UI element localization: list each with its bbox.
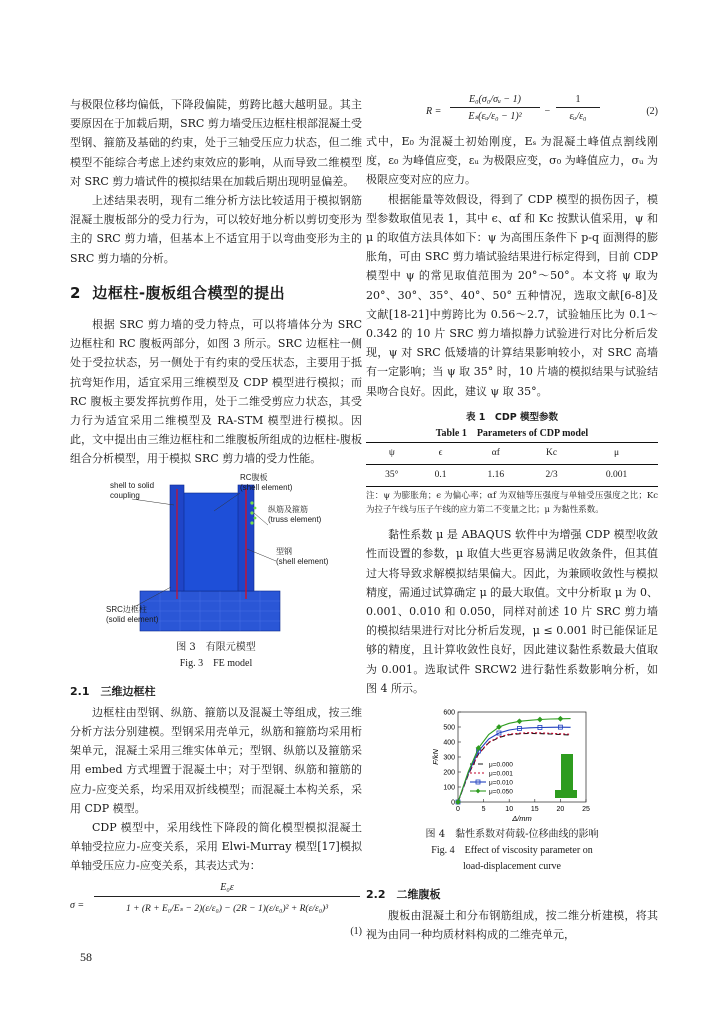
fig3-caption-cn: 图 3 有限元模型 (176, 641, 256, 653)
y-tick-label: 400 (443, 739, 455, 747)
y-tick-label: 300 (443, 754, 455, 762)
table-header: αf (491, 447, 500, 458)
load-displacement-chart (366, 706, 658, 826)
equation-2: R = E₀(σ₀/σᵤ − 1) Eₛ(εᵤ/ε₀ − 1)² − 1 εᵤ/ε₀ (2) (426, 94, 658, 122)
rc-web (182, 493, 240, 591)
y-tick-label: 200 (443, 769, 455, 777)
figure-4 (366, 706, 658, 826)
series-line (458, 733, 571, 802)
fig4-caption-en-2: load-displacement curve (462, 861, 561, 873)
x-tick-label: 0 (456, 806, 460, 814)
label-rc-web: RC腹板 (shell element) (240, 472, 293, 492)
table1-title-cn: 表 1 CDP 模型参数 (465, 411, 559, 423)
paragraph: 根据能量等效假设，得到了 CDP 模型的损伤因子，模型参数取值见表 1，其中 ϵ、αf 和 Kc 按默认值采用，ψ 和 μ 的取值方法具体如下：ψ 为高围压条件下 p-q 面测得的膨胀角，可由 SRC 剪力墙试验结果进行标定得到，目前 CDP 模型中 ψ 的常见取值范围为 20°～50°。本文将 ψ 取为 20°、30°、35°、40°、50° 五种情况，选取文献[6-8]及文献[18-21]中剪跨比为 0.56～2.7，试验轴压比为 0.1～0.342 的 10 片 SRC 剪力墙拟静力试验进行对比分析后发现，ψ 对 SRC 低矮墙的计算结果影响较小，对 SRC 高墙有一定影响；当 ψ 取 35° 时，10 片墙的模拟结果与试验结果吻合良好。因此，建议 ψ 取 35°。 (366, 192, 658, 398)
paragraph: 边框柱由型钢、纵筋、箍筋以及混凝土等组成，按三维分析方法分别建模。型钢采用壳单元，纵筋和箍筋均采用桁架单元，混凝土采用三维实体单元；型钢、纵筋以及箍筋采用 embed 方式埋置于混凝土中；对于型钢、纵筋和箍筋的应力-应变关系，均采用双折线模型；而混凝土本构关系，采用 CDP 模型。 (70, 705, 362, 815)
table-header: ψ (388, 447, 395, 458)
table-cell: 1.16 (487, 470, 505, 481)
paragraph: 式中，E₀ 为混凝土初始刚度，Eₛ 为混凝土峰值点割线刚度，ε₀ 为峰值应变，εᵤ 为极限应变，σ₀ 为峰值应力，σᵤ 为极限应变对应的应力。 (366, 135, 658, 187)
paragraph: 上述结果表明，现有二维分析方法比较适用于模拟钢筋混凝土腹板部分的受力行为，可以较好地分析以剪切变形为主的 SRC 剪力墙，但基本上不适宜用于以弯曲变形为主的 SRC 剪力墙的分析。 (70, 194, 362, 265)
equation-1: σ = E₀ε 1 + (R + E₀/Eₛ − 2)(ε/ε₀) − (2R − 1)(ε/ε₀)² + R(ε/ε₀)³ (1) (70, 878, 362, 940)
subsection-heading-2-1: 2.1 三维边框柱 (70, 684, 156, 698)
cdp-parameter-table (366, 442, 658, 487)
fig4-caption-cn: 图 4 黏性系数对荷载-位移曲线的影响 (425, 829, 599, 841)
label-steel: 型钢 (shell element) (276, 546, 329, 566)
x-axis-label: Δ/mm (512, 814, 532, 824)
x-tick-label: 10 (505, 806, 514, 814)
table-header-row (366, 442, 658, 464)
legend-label: μ=0.000 (489, 761, 513, 769)
legend-label: μ=0.001 (489, 770, 513, 778)
legend-marker (476, 789, 481, 794)
y-tick-label: 500 (443, 724, 455, 732)
y-tick-label: 600 (443, 709, 455, 717)
paragraph: 根据 SRC 剪力墙的受力特点，可以将墙体分为 SRC 边框柱和 RC 腹板两部分，如图 3 所示。SRC 边框柱一侧处于受拉状态，另一侧处于有约束的受压状态，主要用于抵抗弯矩作用，适宜采用三维模型及 CDP 模型进行模拟；而 RC 腹板主要发挥抗剪作用，处于二维受剪应力状态，其受力行为适宜采用二维模型及 RA-STM 模型进行模拟。因此，文中提出由三维边框柱和二维腹板所组成的边框柱-腹板组合分析模型，用于模拟 SRC 剪力墙的受力性能。 (70, 318, 362, 466)
table-1 (366, 409, 658, 517)
legend-label: μ=0.050 (489, 788, 513, 796)
data-point (517, 719, 522, 724)
table1-title-en: Table 1 Parameters of CDP model (435, 427, 589, 439)
y-axis-label: F/kN (431, 749, 440, 765)
section-heading-2: 2 边框柱-腹板组合模型的提出 (70, 283, 286, 302)
paragraph: CDP 模型中，采用线性下降段的简化模型模拟混凝土单轴受拉应力-应变关系，采用 Elwi-Murray 模型[17]模拟单轴受压应力-应变关系，其表达式为： (70, 821, 362, 873)
specimen-inset-base (555, 790, 577, 798)
figure-3 (70, 472, 362, 639)
y-tick-label: 100 (443, 784, 455, 792)
data-point (558, 716, 563, 721)
table-header: ϵ (438, 447, 443, 458)
paragraph: 黏性系数 μ 是 ABAQUS 软件中为增强 CDP 模型收敛性而设置的参数，μ 取值大些更容易满足收敛条件，但其值过大将导致求解模拟结果偏大。因此，为兼顾收敛性与模拟精度，需通过试算确定 μ 的最大取值。文中分析取 μ 为 0、0.001、0.010 和 0.050，同样对前述 10 片 SRC 剪力墙的模拟结果进行对比分析后发现，μ ≤ 0.001 时已能保证足够的精度，且计算收敛性良好，因此建议黏性系数最大值取为 0.001。选取试件 SRCW2 进行黏性系数影响分析，如图 4 所示。 (366, 528, 658, 695)
x-tick-label: 5 (481, 806, 486, 814)
subsection-heading-2-2: 2.2 二维腹板 (366, 888, 441, 902)
paragraph: 腹板由混凝土和分布钢筋组成，按二维分析建模，将其视为由同一种均质材料构成的二维壳单元， (366, 909, 658, 942)
series-line (458, 733, 571, 802)
table-header: Kc (546, 447, 558, 458)
x-tick-label: 20 (556, 806, 565, 814)
y-tick-label: 0 (451, 799, 455, 807)
equation-number: (2) (646, 106, 658, 117)
paragraph: 与极限位移均偏低，下降段偏陡，剪跨比越大越明显。其主要原因在于加载后期，SRC 剪力墙受压边框柱根部混凝土受型钢、箍筋及基础的约束，处于三轴受压应力状态，但二维模型不能综合考虑上述约束效应的影响，从而导致二维模型对 SRC 剪力墙试件的模拟结果在加载后期出现明显偏差。 (70, 98, 362, 188)
data-point (537, 717, 542, 722)
table-cell: 0.1 (434, 470, 447, 481)
label-shell-to-solid: shell to solid coupling (110, 480, 155, 500)
equation-number: (1) (350, 925, 362, 937)
left-column (70, 95, 362, 940)
table-cell: 2/3 (545, 470, 558, 481)
x-tick-label: 15 (530, 806, 539, 814)
label-rebar: 纵筋及箍筋 (truss element) (268, 504, 322, 524)
legend-label: μ=0.010 (489, 779, 513, 787)
page-number: 58 (80, 950, 92, 964)
label-src-column: SRC边框柱 (solid element) (106, 604, 159, 624)
x-tick-label: 25 (582, 806, 590, 814)
table-header: μ (614, 447, 620, 458)
fig3-caption-en: Fig. 3 FE model (179, 657, 253, 669)
fig4-caption-en-1: Fig. 4 Effect of viscosity parameter on (431, 845, 593, 857)
table-cell: 35° (385, 470, 399, 481)
specimen-inset-wall (561, 754, 573, 792)
table1-note: 注：ψ 为膨胀角；ϵ 为偏心率；αf 为双轴等压强度与单轴受压强度之比；Kc 为拉子午线与压子午线的应力第二不变量之比；μ 为黏性系数。 (366, 491, 658, 516)
table-cell: 0.001 (605, 470, 628, 481)
right-column (366, 92, 658, 945)
table-row (366, 465, 658, 487)
